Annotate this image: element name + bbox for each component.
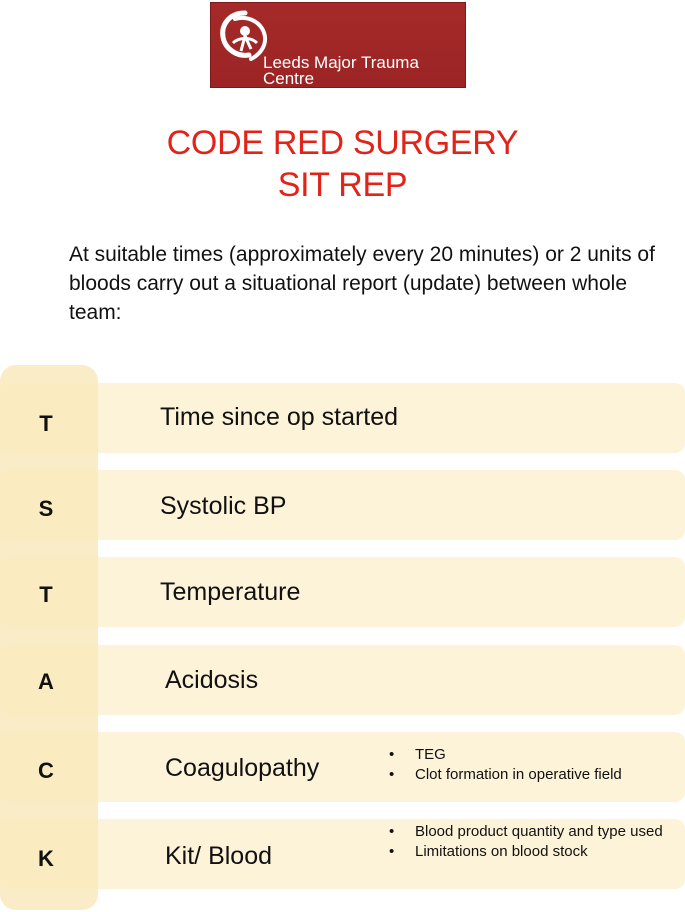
list-item: • TEG [389,745,622,765]
list-item: • Blood product quantity and type used [389,822,679,842]
logo-line-1: Leeds Major Trauma [263,53,419,72]
row-letter: K [38,846,54,871]
coagulopathy-bullets [389,745,622,785]
list-item: • Limitations on blood stock [389,842,679,862]
row-letter: T [39,582,53,607]
intro-paragraph: At suitable times (approximately every 20 minutes) or 2 units of bloods carry out a situational report (update) between whole team: [69,243,655,324]
row-letter: C [38,758,54,783]
row-band [0,645,685,715]
row-band [0,470,685,540]
row-label: Coagulopathy [165,754,320,782]
row-label: Temperature [160,578,301,606]
row-band [0,557,685,627]
row-label: Acidosis [165,666,259,694]
leeds-major-trauma-logo [210,2,466,88]
row-letter: T [39,411,53,436]
acronym-column [0,365,98,910]
row-label: Systolic BP [160,492,287,520]
title-line-1: CODE RED SURGERY [166,124,519,162]
title-line-2: SIT REP [277,166,408,204]
kit-blood-bullets [389,822,679,862]
row-letter: S [38,496,54,521]
logo-text [263,55,419,87]
logo-line-2: Centre [263,69,315,88]
row-letter: A [38,669,54,694]
list-item: • Clot formation in operative field [389,765,622,785]
row-label: Time since op started [160,403,399,431]
row-label: Kit/ Blood [165,842,273,870]
